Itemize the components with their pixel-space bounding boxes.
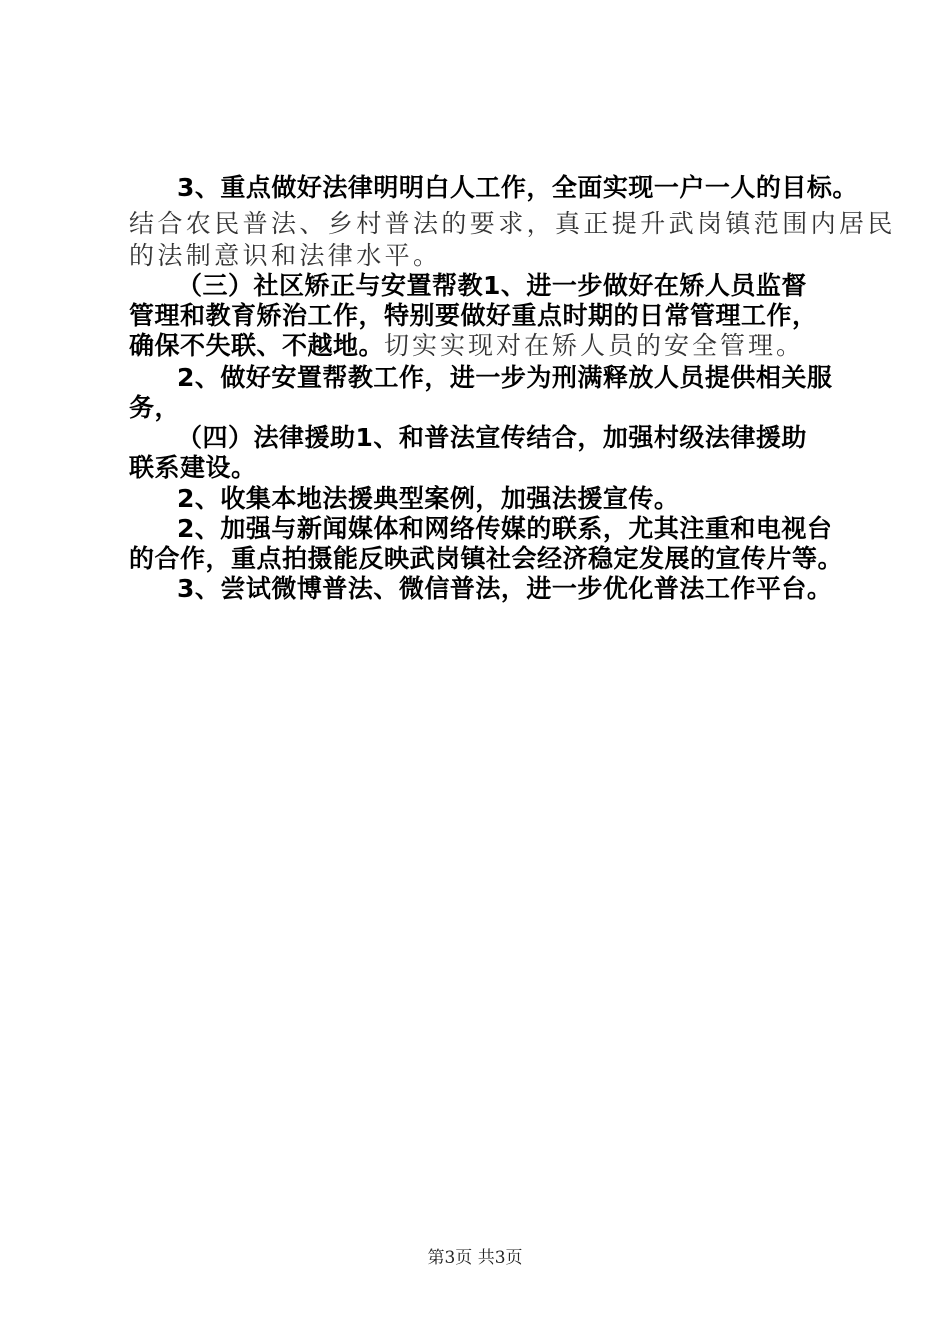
line-text: 3、尝试微博普法、微信普法，进一步优化普法工作平台。 [177,574,833,603]
line-text: （三）社区矫正与安置帮教1、进一步做好在矫人员监督 [177,271,807,300]
line-text: 联系建设。 [129,453,257,482]
paragraph-line [177,270,807,302]
page-footer [0,1243,950,1268]
paragraph-line [129,208,896,240]
line-text: 务， [129,393,181,422]
paragraph-line [177,362,832,394]
paragraph-line [129,330,804,362]
page-number: 第3页 共3页 [427,1248,523,1268]
line-text: 确保不失联、不越地。 [129,331,385,360]
line-text: 2、加强与新闻媒体和网络传媒的联系，尤其注重和电视台 [177,514,833,543]
paragraph-line [129,240,441,272]
paragraph-line [129,392,180,424]
line-text: （四）法律援助1、和普法宣传结合，加强村级法律援助 [177,423,807,452]
line-text: 2、收集本地法援典型案例，加强法援宣传。 [177,484,680,513]
paragraph-line [177,513,832,545]
paragraph-line [129,543,843,575]
paragraph-line [177,573,832,605]
line-text: 的法制意识和法律水平。 [129,241,442,270]
paragraph-line [129,452,257,484]
paragraph-line [177,172,858,204]
paragraph-line [129,300,818,332]
line-text: 3、重点做好法律明明白人工作，全面实现一户一人的目标。 [177,173,858,202]
line-text: 2、做好安置帮教工作，进一步为刑满释放人员提供相关服 [177,363,833,392]
line-text-light: 切实实现对在矫人员的安全管理。 [384,331,805,360]
line-text: 的合作，重点拍摄能反映武岗镇社会经济稳定发展的宣传片等。 [129,544,844,573]
line-text: 结合农民普法、乡村普法的要求，真正提升武岗镇范围内居民 [129,209,896,238]
paragraph-line [177,422,807,454]
line-text: 管理和教育矫治工作，特别要做好重点时期的日常管理工作， [129,301,818,330]
paragraph-line [177,483,679,515]
